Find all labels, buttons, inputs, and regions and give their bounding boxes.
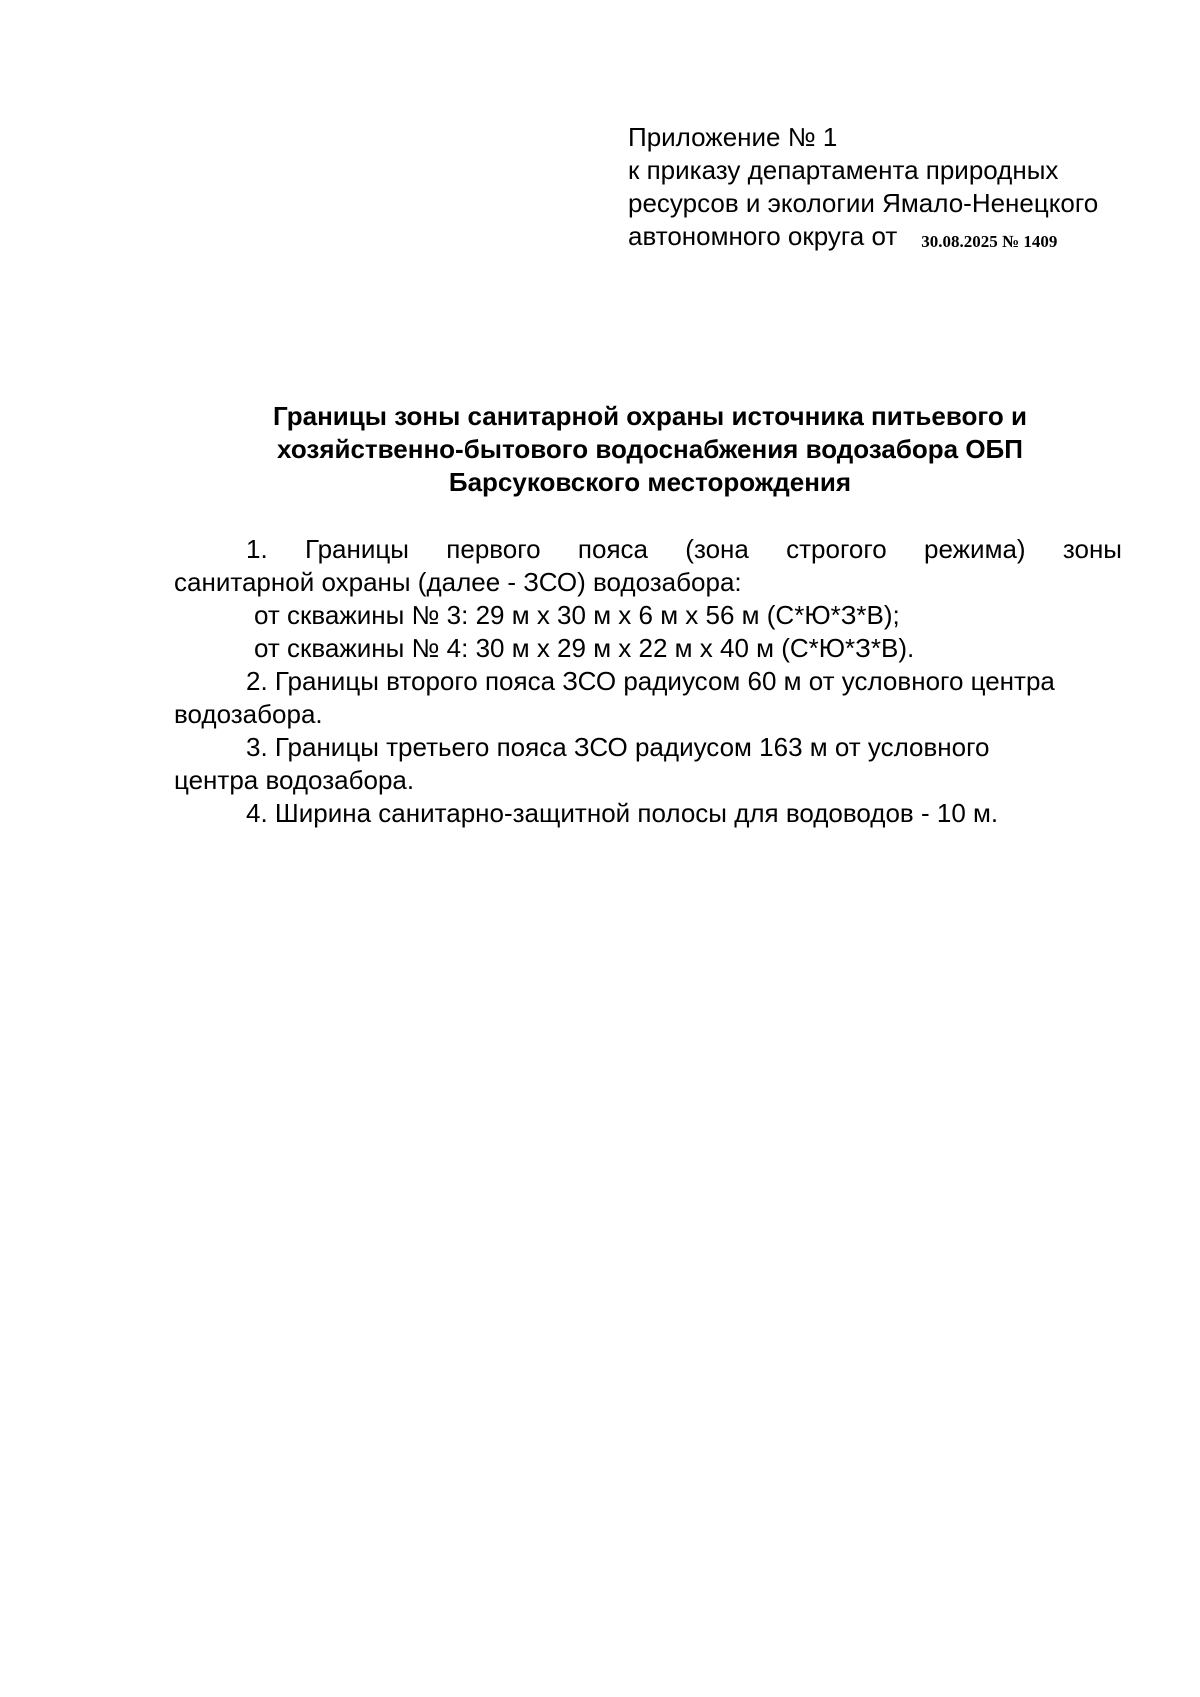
appendix-header <box>628 121 1188 256</box>
title-line-3: Барсуковского месторождения <box>448 467 852 497</box>
well-4-dimensions: от скважины № 4: 30 м x 29 м x 22 м x 40 м (С*Ю*З*В). <box>254 633 915 663</box>
document-title <box>170 400 1130 499</box>
paragraph-3-line-2: центра водозабора. <box>174 765 415 795</box>
title-line-2: хозяйственно-бытового водоснабжения водозабора ОБП <box>277 434 1023 464</box>
paragraph-2-line-2: водозабора. <box>174 699 323 729</box>
appendix-district-text: автономного округа от <box>628 221 898 251</box>
appendix-number: Приложение № 1 <box>628 122 838 152</box>
appendix-order-ref-line: к приказу департамента природных <box>628 155 1059 185</box>
appendix-date-line <box>628 220 1188 256</box>
paragraph-2-line-1: 2. Границы второго пояса ЗСО радиусом 60 м от условного центра <box>246 666 1055 696</box>
well-3-dimensions: от скважины № 3: 29 м x 30 м x 6 м x 56 м (С*Ю*З*В); <box>254 600 900 630</box>
appendix-department-line: ресурсов и экологии Ямало-Ненецкого <box>628 188 1099 218</box>
paragraph-4-line-1: 4. Ширина санитарно-защитной полосы для водоводов - 10 м. <box>246 798 999 828</box>
title-line-1: Границы зоны санитарной охраны источника питьевого и <box>273 401 1027 431</box>
paragraph-1-line-2: санитарной охраны (далее - ЗСО) водозабора: <box>174 567 742 597</box>
paragraph-3-line-1: 3. Границы третьего пояса ЗСО радиусом 163 м от условного <box>246 732 990 762</box>
order-date-number-stamp: 30.08.2025 № 1409 <box>921 232 1058 251</box>
paragraph-1-line-1: 1. Границы первого пояса (зона строгого режима) зоны <box>246 534 1122 564</box>
document-body <box>174 533 1144 830</box>
